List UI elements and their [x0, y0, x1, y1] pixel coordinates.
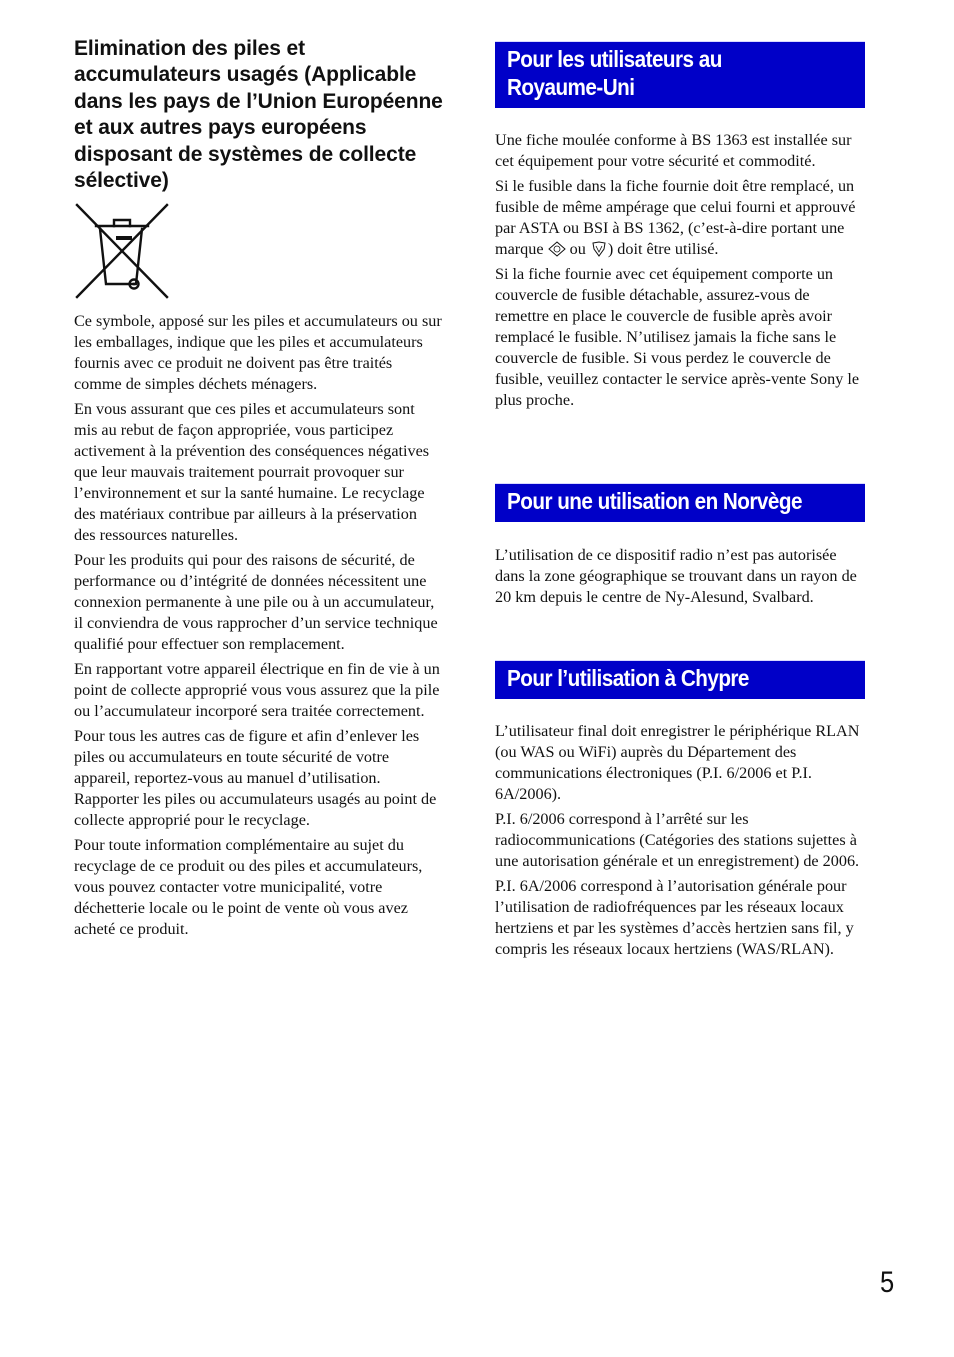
- paragraph-text: Si le fusible dans la fiche fournie doit être remplacé, un fusible de même ampérage que celui fourni et approuvé par ASTA ou BSI à BS 1362, (c’est-à-dire portant une marque: [495, 177, 856, 258]
- paragraph: Si la fiche fournie avec cet équipement comporte un couvercle de fusible détachable, assurez-vous de remettre en place le couvercle de fusible après avoir remplacé le fusible. N’utilisez jamais la fiche sans le couvercle de fusible. Si vous perdez le couvercle de fusible, veuillez contacter le service après-vente Sony le plus proche.: [495, 265, 860, 409]
- paragraph: Une fiche moulée conforme à BS 1363 est installée sur cet équipement pour votre sécurité et commodité.: [495, 131, 852, 170]
- paragraph: P.I. 6A/2006 correspond à l’autorisation générale pour l’utilisation de radiofréquences par les réseaux locaux hertziens et par les systèmes d’accès hertzien sans fil, y compris les réseaux locaux hertziens (WAS/RLAN).: [495, 877, 854, 958]
- page-number: 5: [880, 1266, 895, 1299]
- paragraph: Pour les produits qui pour des raisons de sécurité, de performance ou d’intégrité de données nécessitent une connexion permanente à une pile ou à un accumulateur, il conviendra de vous rapprocher d’un service technique qualifié pour effectuer son remplacement.: [74, 551, 438, 653]
- paragraph: L’utilisation de ce dispositif radio n’est pas autorisée dans la zone géographique se trouvant dans un rayon de 20 km depuis le centre de Ny-Alesund, Svalbard.: [495, 546, 857, 606]
- uk-heading-line-1: Pour les utilisateurs au: [507, 46, 722, 72]
- norway-heading-text: Pour une utilisation en Norvège: [507, 488, 802, 514]
- cyprus-heading-text: Pour l’utilisation à Chypre: [507, 665, 749, 691]
- asta-mark-icon: [548, 241, 566, 257]
- paragraph: L’utilisateur final doit enregistrer le périphérique RLAN (ou WAS ou WiFi) auprès du Département des communications électroniques (P.I. 6/2006 et P.I. 6A/2006).: [495, 722, 860, 803]
- battery-disposal-title: Elimination des piles et accumulateurs usagés (Applicable dans les pays de l’Union Européenne et aux autres pays européens disposant de systèmes de collecte sélective): [74, 37, 443, 193]
- cyprus-section-heading: [495, 660, 865, 699]
- paragraph: P.I. 6/2006 correspond à l’arrêté sur les radiocommunications (Catégories des stations sujettes à une autorisation générale et un enregistrement) de 2006.: [495, 810, 860, 870]
- paragraph-text: ) doit être utilisé.: [607, 240, 719, 258]
- norway-section-text: [495, 545, 865, 612]
- crossed-out-wheeled-bin-icon: [74, 202, 170, 300]
- paragraph: Pour tous les autres cas de figure et afin d’enlever les piles ou accumulateurs en toute sécurité de votre appareil, reportez-vous au manuel d’utilisation. Rapporter les piles ou accumulateurs usagés au point de collecte approprié pour le recyclage.: [74, 727, 437, 829]
- uk-heading-line-2: Royaume-Uni: [507, 74, 635, 100]
- paragraph-text: ou: [565, 240, 590, 258]
- uk-section-heading: [495, 41, 865, 108]
- paragraph: [495, 176, 865, 260]
- battery-disposal-text: [74, 311, 442, 944]
- paragraph: En rapportant votre appareil électrique en fin de vie à un point de collecte approprié vous vous assurez que la pile ou l’accumulateur incorporé sera traitée correctement.: [74, 660, 440, 720]
- norway-section-heading: [495, 483, 865, 522]
- uk-section-text: [495, 130, 865, 415]
- paragraph: En vous assurant que ces piles et accumulateurs sont mis au rebut de façon appropriée, vous participez activement à la prévention des conséquences négatives que leur mauvais traitement pourrait provoquer sur l’environnement et sur la santé humaine. Le recyclage des matériaux contribue par ailleurs à la préservation des ressources naturelles.: [74, 400, 430, 544]
- cyprus-section-text: [495, 721, 865, 964]
- paragraph: Pour toute information complémentaire au sujet du recyclage de ce produit ou des piles et accumulateurs, vous pouvez contacter votre municipalité, votre déchetterie locale ou le point de vente où vous avez acheté ce produit.: [74, 836, 423, 938]
- bsi-kitemark-icon: [590, 241, 608, 257]
- paragraph: Ce symbole, apposé sur les piles et accumulateurs ou sur les emballages, indique que les piles et accumulateurs fournis avec ce produit ne doivent pas être traités comme de simples déchets ménagers.: [74, 312, 442, 393]
